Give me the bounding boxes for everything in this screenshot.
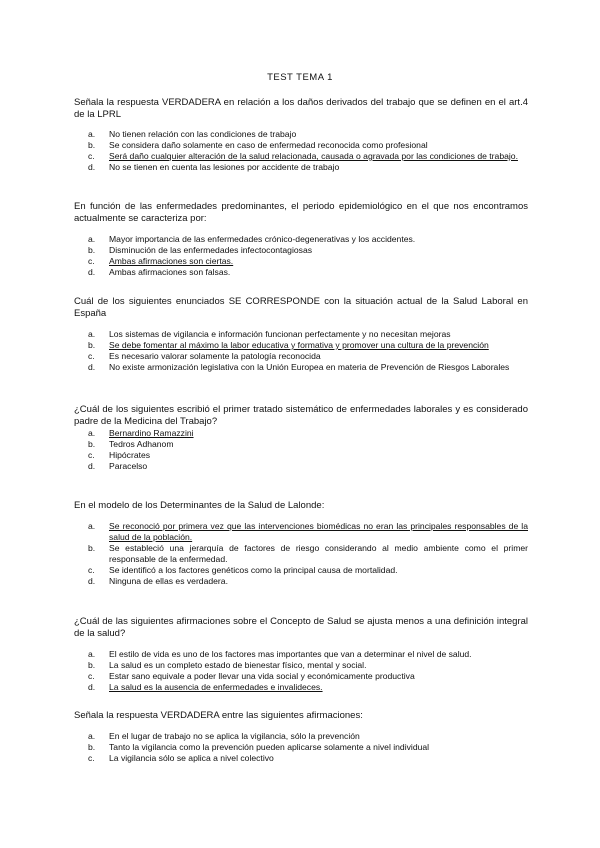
option-b: b. Se debe fomentar al máximo la labor educativa y formativa y promover una cultura de la prevención [88,340,489,350]
option-a: a. El estilo de vida es uno de los factores mas importantes que van a determinar el nivel de salud. [88,649,472,659]
question-6 [74,616,528,693]
options-list [74,649,528,693]
question-stem: ¿Cuál de los siguientes escribió el primer tratado sistemático de enfermedades laborales y es considerado padre de la Medicina del Trabajo? [74,404,528,427]
option-a: a. En el lugar de trabajo no se aplica la vigilancia, sólo la prevención [88,730,360,741]
option-a: a. Se reconoció por primera vez que las intervenciones biomédicas no eran las principales responsables de la salud de la población. [88,520,528,542]
question-stem: Cuál de los siguientes enunciados SE CORRESPONDE con la situación actual de la Salud Laboral en España [74,296,528,319]
option-a: a. Mayor importancia de las enfermedades crónico-degenerativas y los accidentes. [88,234,416,244]
document-title: TEST TEMA 1 [267,72,333,83]
option-b: b. Tanto la vigilancia como la prevención pueden aplicarse solamente a nivel individual [88,741,430,752]
question-stem: En el modelo de los Determinantes de la Salud de Lalonde: [74,500,325,511]
question-5 [74,500,528,587]
options-list [74,521,528,587]
options-list [74,234,528,278]
option-b: b. Disminución de las enfermedades infectocontagiosas [88,245,313,255]
option-b: b. Se estableció una jerarquía de factores de riesgo considerando al medio ambiente como el primer responsable de la enfermedad. [88,542,528,564]
question-3 [74,296,528,373]
option-d: d. No se tienen en cuenta las lesiones por accidente de trabajo [88,162,340,172]
option-c: c. Es necesario valorar solamente la patología reconocida [88,351,321,361]
option-b: b. Se considera daño solamente en caso de enfermedad reconocida como profesional [88,140,428,150]
option-d: d. La salud es la ausencia de enfermedades e invalideces. [88,682,323,692]
option-a: a. No tienen relación con las condiciones de trabajo [88,129,297,139]
question-stem: Señala la respuesta VERDADERA entre las siguientes afirmaciones: [74,710,363,721]
option-d: d. No existe armonización legislativa con la Unión Europea en materia de Prevención de Riesgos Laborales [88,362,510,372]
question-1 [74,97,528,173]
option-a: a. Los sistemas de vigilancia e información funcionan perfectamente y no necesitan mejoras [88,329,451,339]
option-b: b. Tedros Adhanom [88,439,174,449]
option-c: c. Ambas afirmaciones son ciertas. [88,256,234,266]
question-stem: Señala la respuesta VERDADERA en relación a los daños derivados del trabajo que se definen en el art.4 de la LPRL [74,97,528,120]
option-c: c. Estar sano equivale a poder llevar una vida social y económicamente productiva [88,671,415,681]
option-d: d. Paracelso [88,461,148,471]
question-2 [74,201,528,278]
option-a: a. Bernardino Ramazzini [88,428,194,438]
options-list [74,731,528,764]
options-list [74,428,528,472]
option-b: b. La salud es un completo estado de bienestar físico, mental y social. [88,660,367,670]
question-7 [74,710,528,764]
question-stem: En función de las enfermedades predominantes, el periodo epidemiológico en el que nos encontramos actualmente se caracteriza por: [74,201,528,224]
options-list [74,329,528,373]
option-c: c. Hipócrates [88,450,151,460]
options-list [74,129,528,173]
option-c: c. La vigilancia sólo se aplica a nivel colectivo [88,752,274,763]
question-stem: ¿Cuál de las siguientes afirmaciones sobre el Concepto de Salud se ajusta menos a una definición integral de la salud? [74,616,528,639]
option-c: c. Será daño cualquier alteración de la salud relacionada, causada o agravada por las condiciones de trabajo. [88,151,518,161]
option-d: d. Ninguna de ellas es verdadera. [88,575,228,586]
option-d: d. Ambas afirmaciones son falsas. [88,267,231,277]
option-c: c. Se identificó a los factores genéticos como la principal causa de mortalidad. [88,564,398,575]
question-4 [74,404,528,472]
